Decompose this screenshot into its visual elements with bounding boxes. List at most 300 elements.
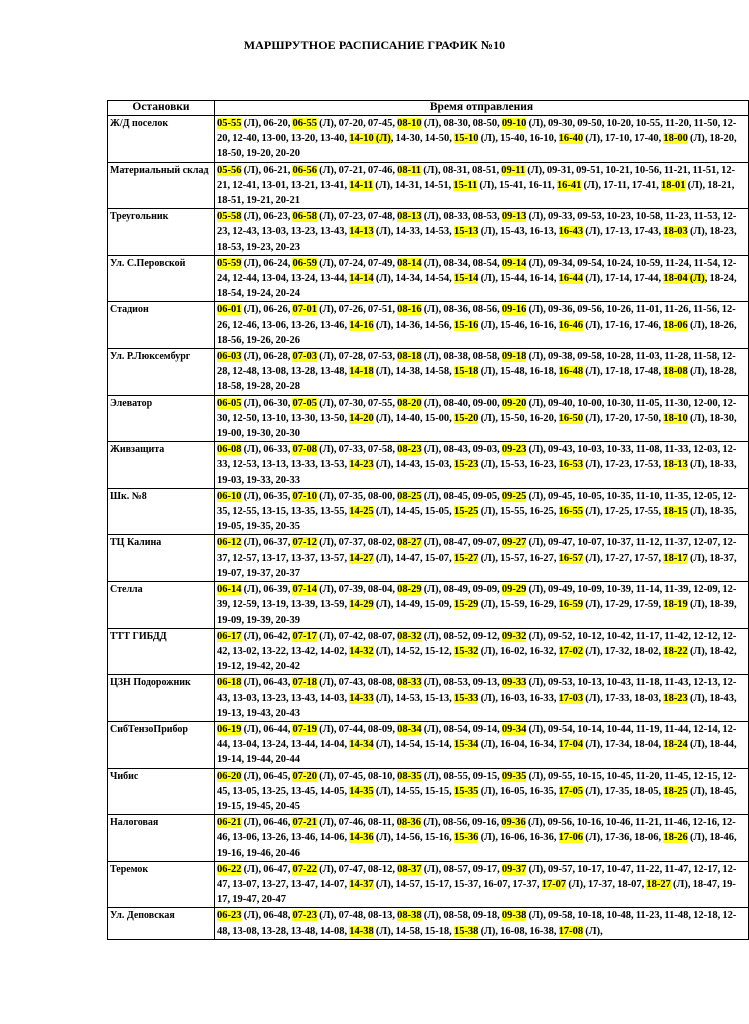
departure-times <box>215 442 749 489</box>
departure-time-text: (Л), 17-29, 17-59, <box>583 599 664 611</box>
departure-times <box>215 488 749 535</box>
highlighted-departure-time: 14-16 <box>349 319 374 331</box>
departure-time-text: (Л), 08-47, 09-07, <box>421 537 502 549</box>
departure-time-text: (Л), 15-50, 16-20, <box>478 412 559 424</box>
departure-time-text: (Л), 18-33, 19-03, 19-33, 20-33 <box>217 459 737 486</box>
highlighted-departure-time: 15-38 <box>453 925 479 937</box>
highlighted-departure-time: 09-11 <box>501 164 526 176</box>
highlighted-departure-time: 14-32 <box>349 645 374 657</box>
departure-time-text: (Л), 09-45, 10-05, 10-35, 11-10, 11-35, 12-05, 12-35, 12-55, 13-15, 13-35, 13-55, <box>217 490 737 518</box>
departure-time-text: (Л), 08-54, 09-14, <box>421 723 502 735</box>
highlighted-departure-time: 06-17 <box>217 630 242 642</box>
highlighted-departure-time: 15-36 <box>453 832 479 844</box>
departure-time-text: (Л), 17-23, 17-53, <box>583 459 664 471</box>
departure-time-text: (Л), 15-53, 16-23, <box>478 459 559 471</box>
departure-time-text: (Л), 08-56, 09-16, <box>421 817 502 829</box>
departure-time-text: (Л), 18-39, 19-09, 19-39, 20-39 <box>217 599 737 626</box>
highlighted-departure-time: 09-33 <box>501 677 527 689</box>
highlighted-departure-time: 09-16 <box>501 304 527 316</box>
departure-time-text: (Л), 14-33, 14-53, <box>373 226 454 238</box>
departure-times <box>215 302 749 349</box>
departure-time-text: (Л), 14-55, 15-15, <box>373 785 454 797</box>
stop-name: Ул. Р.Люксембург <box>108 349 215 396</box>
highlighted-departure-time: 08-23 <box>397 444 422 456</box>
stop-name: Элеватор <box>108 395 215 442</box>
highlighted-departure-time: 06-05 <box>217 397 242 409</box>
departure-time-text: (Л), 07-21, 07-46, <box>316 164 398 176</box>
departure-time-text: (Л), 18-30, 19-00, 19-30, 20-30 <box>217 412 737 440</box>
departure-time-text: (Л), 17-27, 17-57, <box>583 552 664 564</box>
departure-time-text: (Л), 16-04, 16-34, <box>478 739 559 751</box>
departure-time-text: (Л), 17-37, 18-07, <box>566 878 647 890</box>
departure-time-text: (Л), 17-13, 17-43, <box>583 226 664 238</box>
departure-time-text: (Л), 07-48, 08-13, <box>316 910 398 922</box>
highlighted-departure-time: 09-23 <box>501 444 527 456</box>
departure-time-text: (Л), 08-33, 08-53, <box>421 211 502 223</box>
highlighted-departure-time: 07-08 <box>292 444 317 456</box>
highlighted-departure-time: 06-01 <box>217 304 242 316</box>
stop-name: Стелла <box>108 582 215 629</box>
highlighted-departure-time: 07-12 <box>292 537 317 549</box>
departure-times <box>215 349 749 396</box>
highlighted-departure-time: 06-14 <box>217 584 242 596</box>
departure-time-text: (Л), 06-44, <box>241 723 293 735</box>
highlighted-departure-time: 09-36 <box>501 817 526 829</box>
departure-time-text: (Л), 07-20, 07-45, <box>316 118 398 129</box>
departure-time-text: (Л), 09-40, 10-00, 10-30, 11-05, 11-30, 12-00, 12-30, 12-50, 13-10, 13-30, 13-50, <box>217 397 737 424</box>
stop-name: Теремок <box>108 861 215 908</box>
highlighted-departure-time: 15-29 <box>453 599 479 611</box>
departure-time-text: (Л), 09-31, 09-51, 10-21, 10-56, 11-21, 11-51, 12-21, 12-41, 13-01, 13-21, 13-41, <box>217 164 736 191</box>
highlighted-departure-time: 17-06 <box>558 832 584 844</box>
highlighted-departure-time: 07-21 <box>292 817 317 829</box>
departure-time-text: (Л), 18-28, 18-58, 19-28, 20-28 <box>217 366 737 393</box>
table-row <box>108 442 749 489</box>
departure-time-text: (Л), 15-46, 16-16, <box>478 319 559 331</box>
departure-time-text: , 14-30, 14-50, <box>390 133 454 145</box>
departure-time-text: (Л), 07-37, 08-02, <box>316 537 398 549</box>
highlighted-departure-time: 06-55 <box>292 118 317 129</box>
departure-time-text: (Л), 08-53, 09-13, <box>421 677 502 689</box>
departure-time-text: (Л), 17-25, 17-55, <box>583 506 664 518</box>
highlighted-departure-time: 07-01 <box>292 304 317 316</box>
highlighted-departure-time: 08-27 <box>397 537 422 549</box>
highlighted-departure-time: 14-36 <box>349 832 374 844</box>
departure-time-text: (Л), 08-30, 08-50, <box>421 118 502 129</box>
table-row <box>108 209 749 256</box>
departure-time-text: (Л), 14-45, 15-05, <box>373 506 454 518</box>
departure-time-text: (Л), 09-36, 09-56, 10-26, 11-01, 11-26, 11-56, 12-26, 12-46, 13-06, 13-26, 13-46, <box>217 304 736 331</box>
departure-time-text: (Л), 06-20, <box>241 118 293 129</box>
departure-time-text: (Л), 06-24, <box>241 257 293 269</box>
departure-time-text: (Л), 15-48, 16-18, <box>478 366 559 378</box>
highlighted-departure-time: 07-03 <box>292 351 317 363</box>
table-row <box>108 162 749 209</box>
table-row <box>108 582 749 629</box>
departure-time-text: (Л), <box>583 925 603 937</box>
departure-time-text: (Л), 07-39, 08-04, <box>316 584 398 596</box>
highlighted-departure-time: 05-55 <box>217 118 242 129</box>
highlighted-departure-time: 06-10 <box>217 490 242 502</box>
highlighted-departure-time: 16-43 <box>558 226 584 238</box>
highlighted-departure-time: 09-38 <box>501 910 527 922</box>
departure-time-text: (Л), 17-11, 17-41, <box>581 179 661 191</box>
stops-column-header: Остановки <box>108 101 215 116</box>
highlighted-departure-time: 18-17 <box>663 552 688 564</box>
highlighted-departure-time: 07-17 <box>292 630 317 642</box>
departure-times <box>215 721 749 768</box>
departure-time-text: (Л), 06-42, <box>241 630 293 642</box>
stop-name: Налоговая <box>108 815 215 862</box>
highlighted-departure-time: 15-32 <box>453 645 479 657</box>
table-header-row <box>108 101 749 116</box>
highlighted-departure-time: 06-23 <box>217 910 242 922</box>
highlighted-departure-time: 15-27 <box>453 552 479 564</box>
departure-time-text: (Л), 08-57, 09-17, <box>421 863 502 875</box>
highlighted-departure-time: 15-23 <box>453 459 479 471</box>
highlighted-departure-time: 08-37 <box>397 863 422 875</box>
highlighted-departure-time: 14-35 <box>349 785 374 797</box>
departure-time-text: (Л), 07-44, 08-09, <box>316 723 398 735</box>
highlighted-departure-time: 08-35 <box>397 770 422 782</box>
highlighted-departure-time: 09-20 <box>501 397 527 409</box>
departure-time-text: (Л), 14-38, 14-58, <box>373 366 454 378</box>
table-row <box>108 628 749 675</box>
departure-time-text: (Л), 15-55, 16-25, <box>478 506 559 518</box>
departure-time-text: (Л), 15-59, 16-29, <box>478 599 559 611</box>
departure-time-text: (Л), 09-38, 09-58, 10-28, 11-03, 11-28, 11-58, 12-28, 12-48, 13-08, 13-28, 13-48, <box>217 351 736 378</box>
departure-time-text: (Л), 09-30, 09-50, 10-20, 10-55, 11-20, 11-50, 12-20, 12-40, 13-00, 13-20, 13-40, <box>217 118 737 145</box>
highlighted-departure-time: 09-18 <box>501 351 527 363</box>
highlighted-departure-time: 18-27 <box>646 878 671 890</box>
departure-time-text: (Л), 18-47, 19-17, 19-47, 20-47 <box>217 878 736 906</box>
highlighted-departure-time: 16-55 <box>558 506 584 518</box>
departure-time-text: (Л), 07-30, 07-55, <box>316 397 398 409</box>
highlighted-departure-time: 14-29 <box>349 599 374 611</box>
departure-time-text: (Л), 08-36, 08-56, <box>421 304 502 316</box>
highlighted-departure-time: 18-03 <box>663 226 688 238</box>
highlighted-departure-time: 07-18 <box>292 677 317 689</box>
stop-name: Ул. Деповская <box>108 908 215 939</box>
highlighted-departure-time: 09-10 <box>501 118 527 129</box>
highlighted-departure-time: 09-27 <box>501 537 527 549</box>
highlighted-departure-time: 14-33 <box>349 692 374 704</box>
departure-times <box>215 116 749 163</box>
highlighted-departure-time: 08-32 <box>397 630 422 642</box>
departure-time-text: (Л), 07-47, 08-12, <box>316 863 398 875</box>
highlighted-departure-time: 06-22 <box>217 863 242 875</box>
stop-name: Материальный склад <box>108 162 215 209</box>
departure-times <box>215 582 749 629</box>
page-title: МАРШРУТНОЕ РАСПИСАНИЕ ГРАФИК №10 <box>243 38 506 52</box>
departure-time-text: (Л), 17-33, 18-03, <box>583 692 664 704</box>
departure-time-text: (Л), 06-28, <box>241 351 293 363</box>
highlighted-departure-time: 07-05 <box>292 397 317 409</box>
departure-time-text: (Л), 14-43, 15-03, <box>373 459 454 471</box>
departure-time-text: (Л), 18-42, 19-12, 19-42, 20-42 <box>217 645 737 673</box>
highlighted-departure-time: 09-37 <box>501 863 527 875</box>
highlighted-departure-time: 07-22 <box>292 863 317 875</box>
highlighted-departure-time: 18-00 <box>663 133 688 145</box>
highlighted-departure-time: 16-53 <box>558 459 584 471</box>
departure-times <box>215 768 749 815</box>
highlighted-departure-time: 05-58 <box>217 211 242 223</box>
highlighted-departure-time: 16-46 <box>558 319 584 331</box>
departure-time-text: (Л), 09-55, 10-15, 10-45, 11-20, 11-45, 12-15, 12-45, 13-05, 13-25, 13-45, 14-05, <box>217 770 737 797</box>
departure-time-text: (Л), 17-35, 18-05, <box>583 785 664 797</box>
departure-time-text: (Л), 08-34, 08-54, <box>421 257 502 269</box>
table-row <box>108 535 749 582</box>
departure-time-text: (Л), 16-08, 16-38, <box>478 925 559 937</box>
table-row <box>108 768 749 815</box>
departure-times <box>215 209 749 256</box>
highlighted-departure-time: 15-14 <box>453 273 479 285</box>
highlighted-departure-time: 18-24 <box>663 739 688 751</box>
departure-times <box>215 162 749 209</box>
highlighted-departure-time: 06-08 <box>217 444 242 456</box>
departure-time-text: (Л), 09-53, 10-13, 10-43, 11-18, 11-43, 12-13, 12-43, 13-03, 13-23, 13-43, 14-03, <box>217 677 737 704</box>
departure-time-text: (Л), 18-35, 19-05, 19-35, 20-35 <box>217 506 737 533</box>
stop-name: ТТТ ГИБДД <box>108 628 215 675</box>
highlighted-departure-time: 14-10 (Л) <box>349 133 391 145</box>
highlighted-departure-time: 15-16 <box>453 319 479 331</box>
departure-time-text: (Л), 06-26, <box>241 304 293 316</box>
departure-time-text: (Л), 09-58, 10-18, 10-48, 11-23, 11-48, 12-18, 12-48, 13-08, 13-28, 13-48, 14-08, <box>217 910 737 937</box>
departure-time-text: (Л), 09-57, 10-17, 10-47, 11-22, 11-47, 12-17, 12-47, 13-07, 13-27, 13-47, 14-07, <box>217 863 737 890</box>
highlighted-departure-time: 06-12 <box>217 537 242 549</box>
highlighted-departure-time: 08-10 <box>397 118 422 129</box>
highlighted-departure-time: 08-11 <box>397 164 422 176</box>
highlighted-departure-time: 15-11 <box>453 179 478 191</box>
highlighted-departure-time: 08-16 <box>397 304 422 316</box>
departure-time-text: (Л), 09-43, 10-03, 10-33, 11-08, 11-33, 12-03, 12-33, 12-53, 13-13, 13-33, 13-53, <box>217 444 737 471</box>
departure-time-text: (Л), 18-46, 19-16, 19-46, 20-46 <box>217 832 737 859</box>
highlighted-departure-time: 14-38 <box>349 925 374 937</box>
highlighted-departure-time: 08-14 <box>397 257 422 269</box>
departure-time-text: (Л), 08-55, 09-15, <box>421 770 502 782</box>
departure-time-text: (Л), 15-57, 16-27, <box>478 552 559 564</box>
departure-time-text: (Л), 08-45, 09-05, <box>421 490 502 502</box>
highlighted-departure-time: 06-03 <box>217 351 242 363</box>
departure-time-text: (Л), 14-36, 14-56, <box>373 319 454 331</box>
departure-time-text: (Л), 07-33, 07-58, <box>316 444 398 456</box>
highlighted-departure-time: 09-14 <box>501 257 527 269</box>
highlighted-departure-time: 14-25 <box>349 506 374 518</box>
highlighted-departure-time: 17-05 <box>558 785 584 797</box>
highlighted-departure-time: 18-08 <box>663 366 688 378</box>
departure-time-text: (Л), 18-37, 19-07, 19-37, 20-37 <box>217 552 737 579</box>
table-row <box>108 302 749 349</box>
highlighted-departure-time: 16-44 <box>558 273 584 285</box>
highlighted-departure-time: 18-01 <box>661 179 686 191</box>
departure-time-text: (Л), 08-40, 09-00, <box>421 397 502 409</box>
departure-time-text: (Л), 09-33, 09-53, 10-23, 10-58, 11-23, 11-53, 12-23, 12-43, 13-03, 13-23, 13-43, <box>217 211 737 238</box>
stop-name: СибТензоПрибор <box>108 721 215 768</box>
highlighted-departure-time: 08-33 <box>397 677 422 689</box>
highlighted-departure-time: 18-06 <box>663 319 688 331</box>
departure-time-text: (Л), 07-24, 07-49, <box>316 257 398 269</box>
departure-times <box>215 395 749 442</box>
table-row <box>108 908 749 939</box>
departure-time-text: (Л), 07-26, 07-51, <box>316 304 398 316</box>
table-row <box>108 721 749 768</box>
highlighted-departure-time: 08-25 <box>397 490 422 502</box>
departure-time-text: (Л), 18-44, 19-14, 19-44, 20-44 <box>217 739 737 766</box>
departure-time-text: (Л), 06-21, <box>241 164 293 176</box>
highlighted-departure-time: 07-20 <box>292 770 317 782</box>
highlighted-departure-time: 15-34 <box>453 739 479 751</box>
stop-name: ТЦ Калина <box>108 535 215 582</box>
departure-time-text: (Л), 17-36, 18-06, <box>583 832 664 844</box>
departure-time-text: (Л), 14-57, 15-17, 15-37, 16-07, 17-37, <box>373 878 542 890</box>
highlighted-departure-time: 07-14 <box>292 584 317 596</box>
highlighted-departure-time: 16-41 <box>556 179 582 191</box>
departure-time-text: (Л), 14-47, 15-07, <box>373 552 454 564</box>
departure-time-text: (Л), 06-33, <box>241 444 293 456</box>
departure-time-text: (Л), 14-49, 15-09, <box>373 599 454 611</box>
departure-time-text: (Л), 14-56, 15-16, <box>373 832 454 844</box>
highlighted-departure-time: 18-23 <box>663 692 688 704</box>
highlighted-departure-time: 18-25 <box>663 785 688 797</box>
departure-time-text: (Л), 18-45, 19-15, 19-45, 20-45 <box>217 785 737 812</box>
stop-name: Чибис <box>108 768 215 815</box>
highlighted-departure-time: 15-10 <box>453 133 479 145</box>
highlighted-departure-time: 09-13 <box>501 211 527 223</box>
departure-time-text: (Л), 06-30, <box>241 397 293 409</box>
highlighted-departure-time: 16-48 <box>558 366 584 378</box>
departure-time-text: (Л), 08-38, 08-58, <box>421 351 502 363</box>
departure-time-text: (Л), 06-45, <box>241 770 293 782</box>
highlighted-departure-time: 05-59 <box>217 257 242 269</box>
highlighted-departure-time: 09-32 <box>501 630 527 642</box>
departure-time-text: (Л), 06-35, <box>241 490 293 502</box>
stop-name: Живзащита <box>108 442 215 489</box>
schedule-table <box>107 100 749 940</box>
departure-time-text: (Л), 07-43, 08-08, <box>316 677 398 689</box>
departure-time-text: (Л), 17-16, 17-46, <box>583 319 664 331</box>
highlighted-departure-time: 18-22 <box>663 645 688 657</box>
departure-time-text: (Л), 16-06, 16-36, <box>478 832 559 844</box>
departure-time-text: (Л), 15-44, 16-14, <box>478 273 559 285</box>
highlighted-departure-time: 06-20 <box>217 770 242 782</box>
departure-time-text: (Л), 06-46, <box>241 817 293 829</box>
departure-time-text: (Л), 06-48, <box>241 910 293 922</box>
highlighted-departure-time: 08-20 <box>397 397 422 409</box>
highlighted-departure-time: 17-03 <box>558 692 584 704</box>
departure-time-text: (Л), 09-52, 10-12, 10-42, 11-17, 11-42, 12-12, 12-42, 13-02, 13-22, 13-42, 14-02, <box>217 630 737 657</box>
departure-time-text: (Л), 09-54, 10-14, 10-44, 11-19, 11-44, 12-14, 12-44, 13-04, 13-24, 13-44, 14-04, <box>217 723 737 751</box>
highlighted-departure-time: 09-25 <box>501 490 527 502</box>
departure-time-text: (Л), 14-34, 14-54, <box>373 273 454 285</box>
departure-times <box>215 255 749 302</box>
highlighted-departure-time: 14-11 <box>349 179 374 191</box>
highlighted-departure-time: 15-35 <box>453 785 479 797</box>
departure-time-text: (Л), 14-31, 14-51, <box>373 179 454 191</box>
departure-times <box>215 861 749 908</box>
departure-time-text: (Л), 16-05, 16-35, <box>478 785 559 797</box>
departure-time-text: (Л), 18-20, 18-50, 19-20, 20-20 <box>217 133 737 160</box>
highlighted-departure-time: 08-29 <box>397 584 422 596</box>
departure-time-text: (Л), 17-20, 17-50, <box>583 412 664 424</box>
highlighted-departure-time: 16-57 <box>558 552 584 564</box>
departure-time-text: (Л), 09-49, 10-09, 10-39, 11-14, 11-39, 12-09, 12-39, 12-59, 13-19, 13-39, 13-59, <box>217 584 737 611</box>
highlighted-departure-time: 07-10 <box>292 490 317 502</box>
highlighted-departure-time: 08-34 <box>397 723 422 735</box>
highlighted-departure-time: 17-04 <box>558 739 584 751</box>
departure-time-text: (Л), 16-02, 16-32, <box>478 645 559 657</box>
table-row <box>108 488 749 535</box>
departure-time-text: (Л), 07-42, 08-07, <box>316 630 398 642</box>
departure-time-text: (Л), 08-58, 09-18, <box>421 910 502 922</box>
departure-time-text: (Л), 17-18, 17-48, <box>583 366 664 378</box>
departure-time-text: (Л), 15-40, 16-10, <box>478 133 559 145</box>
departure-times <box>215 628 749 675</box>
stop-name: Стадион <box>108 302 215 349</box>
highlighted-departure-time: 15-20 <box>453 412 479 424</box>
departure-time-text: (Л), 08-49, 09-09, <box>421 584 502 596</box>
highlighted-departure-time: 08-36 <box>396 817 422 829</box>
departure-times <box>215 815 749 862</box>
highlighted-departure-time: 08-18 <box>397 351 422 363</box>
table-row <box>108 675 749 722</box>
highlighted-departure-time: 18-13 <box>663 459 688 471</box>
highlighted-departure-time: 18-10 <box>663 412 688 424</box>
highlighted-departure-time: 17-08 <box>558 925 584 937</box>
highlighted-departure-time: 14-13 <box>349 226 374 238</box>
highlighted-departure-time: 14-18 <box>349 366 374 378</box>
highlighted-departure-time: 09-35 <box>501 770 527 782</box>
departure-time-text: (Л), 15-43, 16-13, <box>478 226 559 238</box>
departure-time-text: (Л), 06-43, <box>241 677 293 689</box>
times-column-header: Время отправления <box>215 101 749 116</box>
highlighted-departure-time: 14-37 <box>349 878 374 890</box>
table-row <box>108 349 749 396</box>
departure-time-text: (Л), 17-32, 18-02, <box>583 645 664 657</box>
highlighted-departure-time: 17-07 <box>541 878 567 890</box>
departure-time-text: (Л), 08-52, 09-12, <box>421 630 502 642</box>
highlighted-departure-time: 14-20 <box>349 412 374 424</box>
departure-time-text: (Л), 18-21, 18-51, 19-21, 20-21 <box>217 179 735 207</box>
departure-time-text: (Л), 07-23, 07-48, <box>316 211 398 223</box>
departure-time-text: (Л), 06-23, <box>241 211 293 223</box>
highlighted-departure-time: 06-59 <box>292 257 317 269</box>
highlighted-departure-time: 06-19 <box>217 723 242 735</box>
departure-times <box>215 535 749 582</box>
stop-name: Ж/Д поселок <box>108 116 215 163</box>
highlighted-departure-time: 18-19 <box>663 599 688 611</box>
departure-time-text: (Л), 14-52, 15-12, <box>373 645 454 657</box>
highlighted-departure-time: 15-13 <box>453 226 479 238</box>
departure-time-text: (Л), 14-53, 15-13, <box>373 692 454 704</box>
highlighted-departure-time: 14-14 <box>349 273 374 285</box>
departure-time-text: (Л), 18-26, 18-56, 19-26, 20-26 <box>217 319 737 346</box>
highlighted-departure-time: 15-33 <box>453 692 479 704</box>
departure-time-text: (Л), 18-23, 18-53, 19-23, 20-23 <box>217 226 737 253</box>
highlighted-departure-time: 16-59 <box>558 599 584 611</box>
stop-name: Треугольник <box>108 209 215 256</box>
departure-time-text: (Л), 17-34, 18-04, <box>583 739 664 751</box>
highlighted-departure-time: 15-18 <box>453 366 479 378</box>
departure-times <box>215 908 749 939</box>
table-row <box>108 815 749 862</box>
departure-time-text: (Л), 08-43, 09-03, <box>421 444 502 456</box>
departure-time-text: (Л), 07-28, 07-53, <box>316 351 398 363</box>
highlighted-departure-time: 07-23 <box>292 910 317 922</box>
departure-time-text: (Л), 07-46, 08-11, <box>316 817 397 829</box>
highlighted-departure-time: 18-26 <box>663 832 688 844</box>
highlighted-departure-time: 08-38 <box>397 910 422 922</box>
departure-time-text: (Л), 06-37, <box>241 537 293 549</box>
